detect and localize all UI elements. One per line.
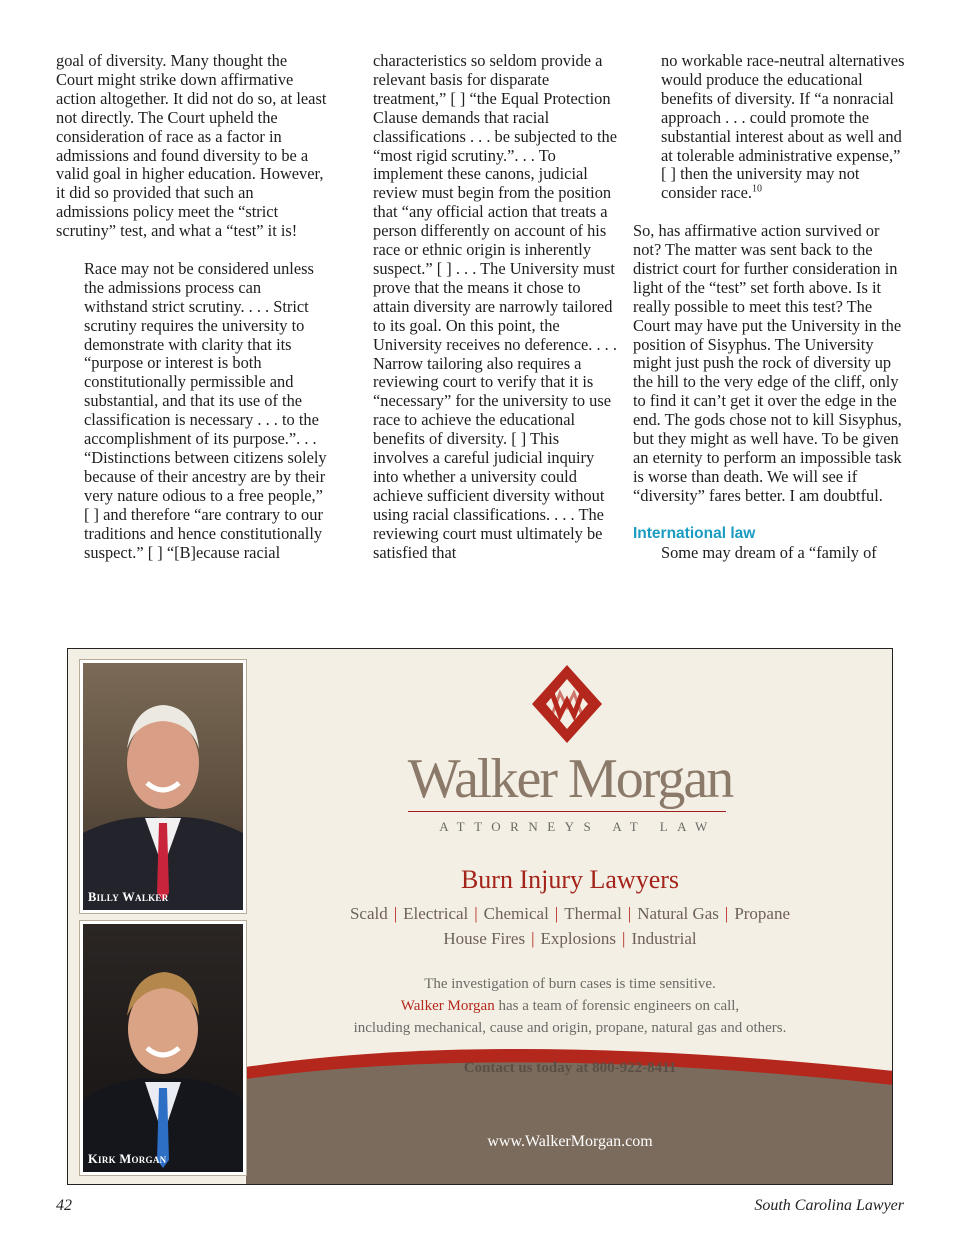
footnote-marker: 10 (752, 183, 763, 195)
walker-morgan-logo-icon (530, 663, 604, 745)
block-quote: characteristics so seldom provide a relevant basis for disparate treatment,” [ ] “the Equal Protection Clause demands that racial classifications . . . be subjected to the “most rigid scrutiny.”. . . To implement these canons, judicial review must begin from the position that “any official action that treats a person differently on account of his race or ethnic origin is inherently suspect.” [ ] . . . The University must prove that the means it chose to attain diversity are narrowly tailored to its goal. On this point, the University receives no deference. . . . Narrow tailoring also requires a reviewing court to verify that it is “necessary” for the university to use race to achieve the educational benefits of diversity. [ ] This involves a careful judicial inquiry into whether a university could achieve sufficient diversity without using racial classifications. . . . The reviewing court must ultimately be satisfied that (373, 51, 617, 562)
firm-tagline: ATTORNEYS AT LAW (439, 819, 717, 834)
service-item: Electrical (403, 904, 469, 923)
ad-pitch-text: has a team of forensic engineers on call, (494, 998, 740, 1014)
ad-pitch-line: including mechanical, cause and origin, propane, natural gas and others. (353, 1020, 787, 1036)
block-quote: Race may not be considered unless the admissions process can withstand strict scrutiny. . . . Strict scrutiny requires the university to demonstrate with clarity that its “purpose or interest is both constitutionally permissible and substantial, and that its use of the classification is necessary . . . to the accomplishment of its purpose.”. . . “Distinctions between citizens solely because of their ancestry are by their very nature odious to a free people,” [ ] and therefore “are contrary to our traditions and hence constitutionally suspect.” [ ] “[B]ecause racial (84, 258, 327, 562)
article-paragraph: goal of diversity. Many thought the Court might strike down affirmative action altogether. It did not do so, at least not directly. The Court upheld the consideration of race as a factor in admissions and found diversity to be a valid goal in higher education. However, it did so provided that such an admissions policy meet the “strict scrutiny” test, and what a “test” it is! (56, 51, 327, 241)
article-column-1 (56, 52, 328, 562)
photo-billy-walker (80, 660, 246, 913)
block-quote (633, 52, 905, 203)
service-item: Industrial (631, 929, 697, 948)
service-item: Explosions (540, 929, 617, 948)
block-quote-text: no workable race-neutral alternatives would produce the educational benefits of diversity. If “a nonracial approach . . . could promote the substantial interest about as well and at tolerable administrative expense,” [ ] then the university may not consider race. (661, 51, 905, 203)
portrait-illustration (83, 924, 243, 1172)
article-column-2 (373, 52, 617, 562)
service-item: Natural Gas (637, 904, 719, 923)
photo-caption: Kirk Morgan (88, 1152, 167, 1166)
service-item: House Fires (443, 929, 526, 948)
service-item: Chemical (483, 904, 549, 923)
page-number: 42 (56, 1197, 72, 1214)
article-column-3 (633, 52, 905, 562)
magazine-name: South Carolina Lawyer (754, 1197, 904, 1214)
service-item: Thermal (564, 904, 622, 923)
portrait-illustration (83, 663, 243, 910)
photo-caption: Billy Walker (88, 890, 169, 904)
article-paragraph: So, has affirmative action survived or not? The matter was sent back to the district court for further consideration in light of the “test” set forth above. Is it really possible to meet this test? The Court may have put the University in the position of Sisyphus. The University might just push the rock of diversity up the hill to the very edge of the cliff, only to find it can’t get it over the edge in the end. The gods chose not to kill Sisyphus, but they might as well have. To be given an eternity to perform an impossible task is worse than death. We will see if “diversity” fares better. I am doubtful. (633, 221, 902, 505)
firm-name-inline: Walker Morgan (400, 998, 495, 1014)
service-item: Scald (349, 904, 388, 923)
ad-pitch-line (246, 995, 893, 1017)
article-paragraph: Some may dream of a “family of (661, 542, 877, 562)
ad-pitch-line: The investigation of burn cases is time sensitive. (424, 976, 716, 992)
services-row-2: House Fires | Explosions | Industrial (443, 929, 697, 948)
contact-phone: Contact us today at 800-922-8411 (463, 1060, 677, 1076)
services-row-1: Scald | Electrical | Chemical | Thermal | Natural Gas | Propane (349, 904, 791, 923)
section-heading: International law (633, 524, 756, 542)
ad-headline: Burn Injury Lawyers (460, 865, 680, 894)
firm-name-rule (408, 811, 726, 812)
photo-kirk-morgan (80, 921, 246, 1175)
website-link[interactable]: www.WalkerMorgan.com (487, 1133, 653, 1150)
firm-name: Walker Morgan (407, 748, 733, 810)
service-item: Propane (734, 904, 791, 923)
walker-morgan-advertisement (67, 648, 893, 1185)
